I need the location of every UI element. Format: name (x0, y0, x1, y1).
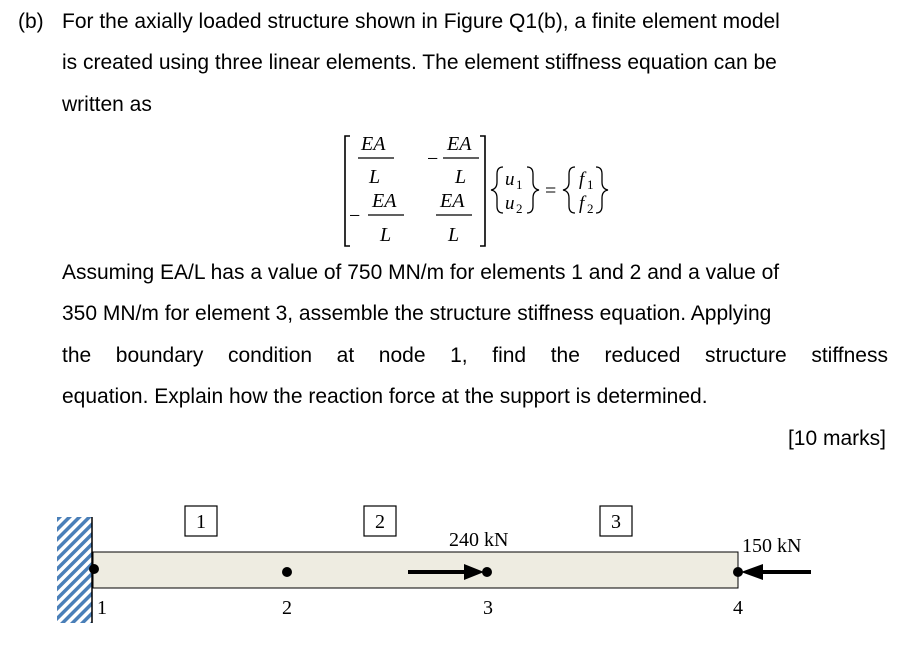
fixed-support-hatch (57, 517, 92, 623)
node-2-marker (282, 567, 292, 577)
matrix-a21-minus: − (349, 205, 361, 227)
force-f2: f (579, 193, 585, 214)
matrix-a12-minus: − (427, 148, 439, 170)
intro-line-2: is created using three linear elements. The element stiffness equation can be (62, 51, 777, 74)
body-line-1: Assuming EA/L has a value of 750 MN/m for elements 1 and 2 and a value of (62, 261, 780, 284)
intro-line-3: written as (62, 93, 152, 116)
element-3-label: 3 (611, 511, 621, 533)
matrix-a11-numerator: EA (361, 133, 386, 155)
node-3-label: 3 (483, 597, 493, 619)
matrix-a12-denominator: L (455, 166, 467, 188)
load-label-node-3: 240 kN (449, 529, 509, 551)
load-label-node-4: 150 kN (742, 535, 802, 557)
matrix-a21-denominator: L (380, 224, 392, 246)
matrix-a21-numerator: EA (372, 190, 397, 212)
matrix-a12-numerator: EA (447, 133, 472, 155)
equation-equals: = (545, 180, 557, 202)
body-line-2: 350 MN/m for element 3, assemble the structure stiffness equation. Applying (62, 302, 772, 325)
node-4-label: 4 (733, 597, 743, 619)
load-arrow-node-4-head (741, 564, 763, 580)
body-line-3: the boundary condition at node 1, find the reduced structure stiffness (62, 344, 888, 367)
force-f1-subscript: 1 (587, 177, 594, 192)
body-line-4: equation. Explain how the reaction force at the support is determined. (62, 385, 708, 408)
matrix-a22-denominator: L (448, 224, 460, 246)
displacement-u1-subscript: 1 (516, 177, 523, 192)
force-f2-subscript: 2 (587, 201, 594, 216)
matrix-a22-numerator: EA (440, 190, 465, 212)
matrix-a11-denominator: L (369, 166, 381, 188)
intro-line-1: For the axially loaded structure shown in Figure Q1(b), a finite element model (62, 10, 780, 33)
displacement-u2-subscript: 2 (516, 201, 523, 216)
displacement-u2: u (505, 193, 515, 214)
node-2-label: 2 (282, 597, 292, 619)
force-f1: f (579, 169, 585, 190)
node-1-marker (89, 564, 99, 574)
part-label: (b) (18, 10, 44, 33)
element-2-label: 2 (375, 511, 385, 533)
node-1-label: 1 (97, 597, 107, 619)
marks: [10 marks] (787, 427, 886, 450)
element-1-label: 1 (196, 511, 206, 533)
displacement-u1: u (505, 169, 515, 190)
